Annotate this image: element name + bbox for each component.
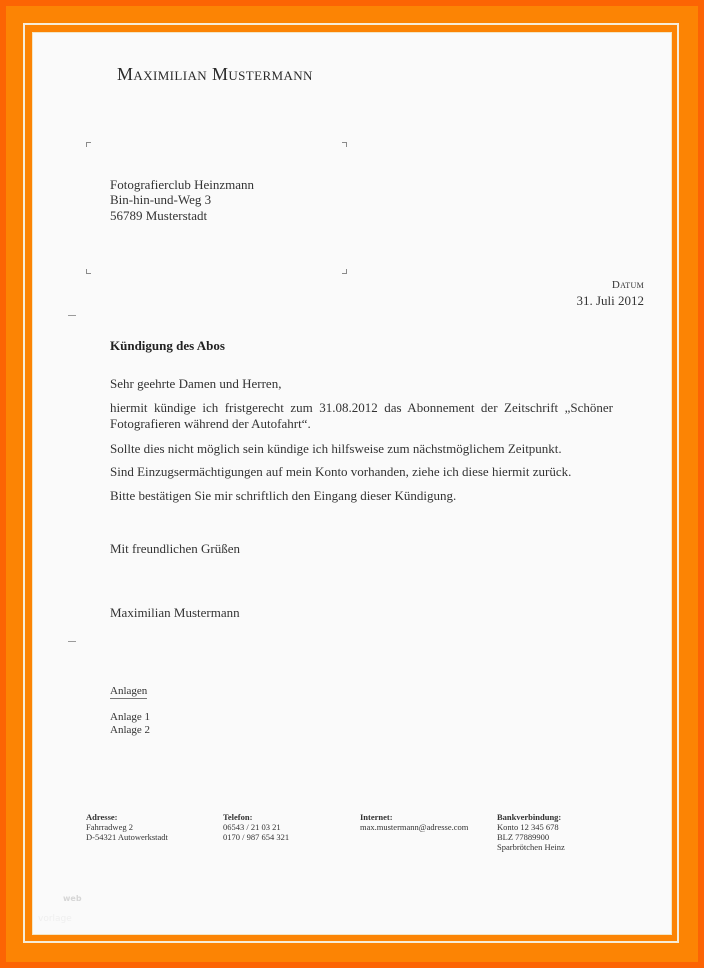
- body-paragraph: Bitte bestätigen Sie mir schriftlich den Eingang dieser Kündigung.: [110, 488, 457, 503]
- closing: Mit freundlichen Grüßen: [110, 541, 240, 556]
- recipient-line: 56789 Musterstadt: [110, 207, 208, 223]
- enclosures-title: Anlagen: [110, 685, 148, 697]
- sender-name: Maximilian Mustermann: [117, 64, 313, 84]
- footer-line: Sparbrötchen Heinz: [497, 842, 565, 852]
- footer-line: BLZ 77889900: [497, 832, 550, 842]
- fold-mark-top: [68, 315, 76, 316]
- footer-line: Konto 12 345 678: [497, 822, 559, 832]
- enclosures-list: [110, 711, 150, 737]
- signature-name: Maximilian Mustermann: [110, 605, 240, 620]
- watermark-text: web: [63, 894, 82, 903]
- footer-heading: Adresse:: [86, 812, 118, 822]
- enclosure-item: Anlage 1: [110, 711, 151, 723]
- footer-line: Fahrradweg 2: [86, 822, 133, 832]
- letter-page: [32, 32, 672, 935]
- date-label: Datum: [611, 279, 644, 291]
- footer-heading: Internet:: [360, 812, 393, 822]
- footer-internet: [360, 812, 468, 832]
- greeting: Sehr geehrte Damen und Herren,: [110, 376, 282, 391]
- body-paragraph: Sind Einzugsermächtigungen auf mein Konto vorhanden, ziehe ich diese hiermit zurück.: [110, 464, 572, 479]
- footer-address: [86, 812, 168, 842]
- footer-bank: [497, 812, 565, 852]
- address-window-corner-bottom-right: [342, 269, 347, 274]
- date-value: 31. Juli 2012: [576, 293, 644, 308]
- footer-heading: Telefon:: [223, 812, 253, 822]
- body-paragraph: hiermit kündige ich fristgerecht zum 31.08.2012 das Abonnement der Zeitschrift „Schöner Fotografieren während der Autofahrt“.: [110, 400, 613, 431]
- recipient-line: Bin-hin-und-Weg 3: [110, 192, 212, 208]
- watermark-text: vorlage: [38, 914, 72, 924]
- enclosure-item: Anlage 2: [110, 724, 151, 736]
- footer-email: max.mustermann@adresse.com: [360, 822, 469, 832]
- footer-line: 06543 / 21 03 21: [223, 822, 281, 832]
- fold-mark-bottom: [68, 641, 76, 642]
- address-window-corner-bottom-left: [86, 269, 91, 274]
- body-paragraph: Sollte dies nicht möglich sein kündige ich hilfsweise zum nächstmöglichem Zeitpunkt.: [110, 441, 562, 456]
- recipient-line: Fotografierclub Heinzmann: [110, 177, 255, 192]
- footer-line: 0170 / 987 654 321: [223, 832, 290, 842]
- subject-line: Kündigung des Abos: [110, 338, 225, 353]
- footer-line: D-54321 Autowerkstadt: [86, 832, 168, 842]
- address-window-corner-top-right: [342, 142, 347, 147]
- footer-phone: [223, 812, 289, 842]
- recipient-address: [110, 177, 254, 223]
- address-window-corner-top-left: [86, 142, 91, 147]
- footer-heading: Bankverbindung:: [497, 812, 562, 822]
